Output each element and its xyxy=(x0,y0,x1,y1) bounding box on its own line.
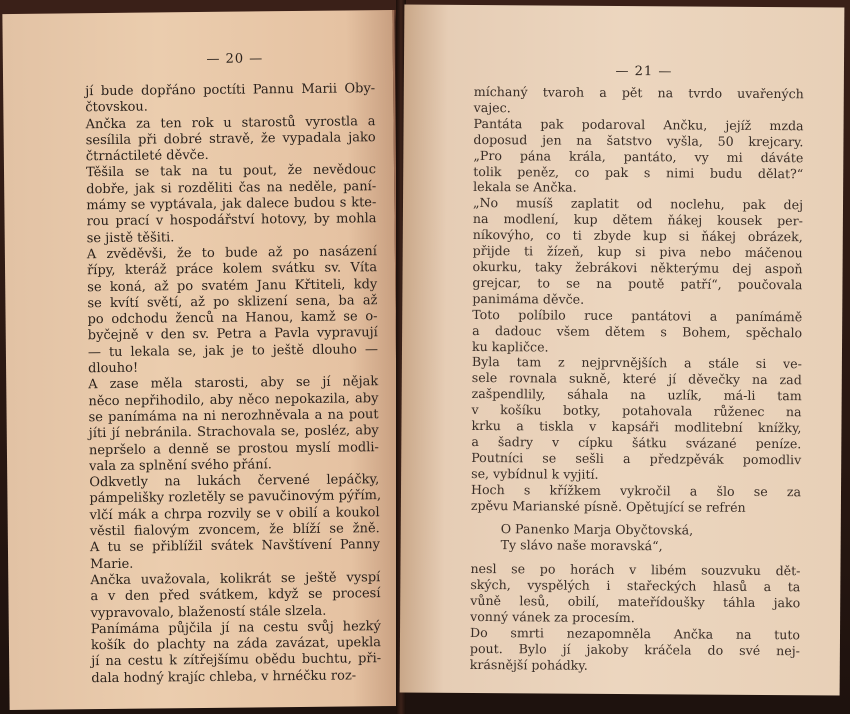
text-line: „Pro pána krála, pantáto, vy mi dáváte xyxy=(473,147,804,165)
text-line: Byla tam z nejprvnějších a stále si ve- xyxy=(471,354,802,372)
text-line: přijde ti žízeň, kup si piva nebo máčenou xyxy=(472,243,803,261)
text-line: doposud jen na šatstvo vyšla, 50 krejcary. xyxy=(473,131,804,149)
text-line: Marie. xyxy=(90,556,134,572)
text-line: pout. Bylo jí jakoby kráčela do své nej- xyxy=(469,640,800,659)
text-line: jíti jí nebránila. Strachovala se, posléz, aby xyxy=(88,423,379,442)
right-page xyxy=(400,4,845,695)
text-line: zpěvu Marianské písně. Opětující se refrén xyxy=(470,497,746,515)
text-line: O Panenko Marja Obyčtovská, xyxy=(500,521,694,538)
text-line: Ty slávo naše moravská“, xyxy=(500,537,663,554)
text-line: míchaný tvaroh a pět na tvrdo uvařených xyxy=(473,83,804,102)
text-line: dlouho! xyxy=(88,360,139,377)
text-line: krku a tiskla v kapsáři modlitební knížky, xyxy=(471,417,802,436)
text-line: na modlení, kup dětem ňákej kousek per- xyxy=(472,211,803,229)
text-line: se jistě těšiti. xyxy=(86,229,175,246)
text-line: věstil fialovým zvoncem, že blíží se žně. xyxy=(89,521,380,540)
left-page-text xyxy=(85,81,381,687)
text-line: Do smrti nezapomněla Ančka na tuto xyxy=(469,624,801,643)
text-line: „No musíš zaplatit od noclehu, pak dej xyxy=(472,195,804,213)
text-line: dala hodný krajíc chleba, v hrnéčku roz- xyxy=(91,668,357,686)
text-line: něco nepřihodilo, aby něco nepokazila, aby xyxy=(88,390,379,409)
text-line: Ančka za ten rok u starostů vyrostla a xyxy=(85,113,376,132)
text-line: nepršelo a denně se prostou myslí modli- xyxy=(88,439,380,458)
text-line: a dadouc všem dětem s Bohem, spěchalo xyxy=(472,322,803,340)
text-line: vůně lesů, obilí, mateřídoušky táhla jako xyxy=(470,593,801,611)
text-line: pámpelišky rozletěly se pavučinovým pýřím, xyxy=(89,488,382,507)
text-line: okurku, taky žebrákovi některýmu dej aspoň xyxy=(472,258,803,277)
text-line: dobře, jak si rozděliti čas na neděle, paní- xyxy=(86,178,377,197)
text-line: sele rovnala sukně, které jí děvečky na zad xyxy=(471,370,802,388)
text-line: vala za splnění svého přání. xyxy=(89,457,272,475)
text-line: — tu lekala se, jak je to ještě dlouho — xyxy=(87,341,378,360)
text-line: se, vybídnul k vyjití. xyxy=(471,465,599,482)
text-line: grejcar, to se na poutě patří“, poučovala xyxy=(472,274,803,293)
text-line: Pantáta pak podaroval Ančku, jejíž mzda xyxy=(473,115,804,134)
text-line: byčejně v den sv. Petra a Pavla vypravují xyxy=(87,325,378,344)
text-line: v košíku botky, potahovala růženec na xyxy=(471,402,802,420)
left-page xyxy=(2,10,401,710)
text-line: Hoch s křížkem vykročil a šlo se za xyxy=(470,481,802,499)
text-line: A zvěděvši, že to bude až po nasázení xyxy=(86,244,377,263)
text-line: po odchodu ženců na Hanou, kamž se o- xyxy=(87,309,378,328)
text-line: ku kapličce. xyxy=(471,338,549,354)
text-line: lekala se Ančka. xyxy=(473,179,577,196)
text-line: rou prací v hospodářství hotovy, by mohla xyxy=(86,211,377,230)
text-line: jí na cestu k zítřejšímu obědu buchtu, při- xyxy=(91,651,382,670)
text-line: nesl se po horách v libém souzvuku dět- xyxy=(470,561,801,579)
text-line: A tu se přiblížil svátek Navštívení Panny xyxy=(89,537,381,556)
text-line: čtovskou. xyxy=(85,99,148,116)
text-line: vajec. xyxy=(473,99,511,116)
text-line: mámy se vyptávala, jak dalece budou s kte- xyxy=(86,195,377,214)
text-line: Poutníci se sešli a předzpěvák pomodliv xyxy=(471,449,802,468)
text-line: sesílila při dobré stravě, že vypadala jako xyxy=(85,130,376,149)
text-line: se kvítí světí, až po sklizení sena, ba až xyxy=(87,293,378,312)
text-line: jí bude dopřáno poctíti Pannu Marii Oby- xyxy=(85,81,376,100)
text-line: vypravovalo, blažeností stále slzela. xyxy=(90,603,327,621)
right-page-number: — 21 — xyxy=(615,63,673,80)
text-line: Těšila se tak na tu pout, že nevědouc xyxy=(85,162,377,181)
text-line: se koná, až po svatém Janu Křtiteli, kdy xyxy=(87,276,378,295)
text-line: Odkvetly na lukách červené lepáčky, xyxy=(89,472,380,491)
left-page-number: — 20 — xyxy=(206,51,264,67)
text-line: košík do plachty na záda zavázat, upekla xyxy=(90,635,382,654)
text-line: řípy, kteráž práce kolem svátku sv. Víta xyxy=(86,260,378,279)
text-line: tolik peněz, co pak s nimi budu dělat?“ xyxy=(473,163,804,181)
text-line: panimáma děvče. xyxy=(472,290,585,307)
text-line: Panímáma půjčila jí na cestu svůj hezký xyxy=(90,618,381,637)
text-line: níkovýho, co ti zbyde kup si ňákej obrázek, xyxy=(472,227,803,245)
text-line: krásnější pohádky. xyxy=(469,656,588,673)
text-line: vlčí mák a chrpa rozvily se v obilí a koukol xyxy=(89,504,380,523)
text-line: vonný vánek za procesím. xyxy=(470,608,635,626)
text-line: čtrnáctileté děvče. xyxy=(85,148,209,165)
text-line: Ančka uvažovala, kolikrát se ještě vyspí xyxy=(90,570,381,589)
text-line: a v den před svátkem, když se procesí xyxy=(90,586,381,605)
text-line: a šadry v cípku šátku svázané peníze. xyxy=(471,433,802,452)
text-line: zašpendlily, sáhala na uzlík, má-li tam xyxy=(471,386,802,404)
text-line: ských, vyspělých i stařeckých hlasů a ta xyxy=(470,577,801,595)
text-line: A zase měla starosti, aby se jí nějak xyxy=(88,374,379,393)
right-page-text xyxy=(470,84,804,675)
text-line: Toto políbilo ruce pantátovi a panímámě xyxy=(472,306,803,324)
text-line: se panímáma na ni nerozhněvala a na pout xyxy=(88,407,379,426)
